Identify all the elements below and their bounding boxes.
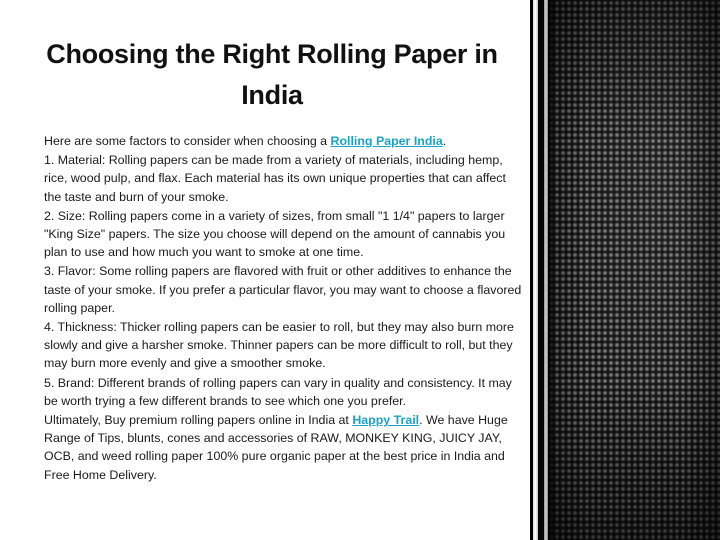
- slide-body: [44, 132, 522, 485]
- factor-thickness: 4. Thickness: Thicker rolling papers can be easier to roll, but they may also burn more slowly and give a harsher smoke. Thinner papers can be more difficult to roll, but they may burn more evenly and give a smoother smoke.: [44, 320, 514, 371]
- happy-trail-link[interactable]: Happy Trail: [352, 413, 420, 428]
- panel-shade: [530, 0, 720, 540]
- intro-text: Here are some factors to consider when choosing a: [44, 134, 331, 148]
- divider-shadow: [548, 0, 556, 540]
- factor-brand: 5. Brand: Different brands of rolling papers can vary in quality and consistency. It may be worth trying a few different brands to see which one you prefer.: [44, 375, 512, 408]
- conclusion-text-end: . We have Huge Range of Tips, blunts, cones and accessories of RAW, MONKEY KING, JUICY JAY, OCB, and weed rolling paper 100% pure organic paper at the best price in India and Free Home Delivery.: [44, 413, 508, 482]
- intro-text-end: .: [442, 134, 447, 148]
- factor-flavor: 3. Flavor: Some rolling papers are flavored with fruit or other additives to enhance the taste of your smoke. If you prefer a particular flavor, you may want to choose a flavored rolling paper.: [44, 264, 522, 315]
- factor-size: 2. Size: Rolling papers come in a variety of sizes, from small "1 1/4" papers to larger "King Size" papers. The size you choose will depend on the amount of cannabis you plan to use and how much you want to smoke at one time.: [44, 208, 506, 260]
- conclusion-text: Ultimately, Buy premium rolling papers online in India at: [44, 413, 353, 428]
- intro-paragraph: [44, 132, 522, 150]
- rolling-paper-india-link[interactable]: Rolling Paper India: [330, 134, 443, 148]
- factor-material: 1. Material: Rolling papers can be made from a variety of materials, including hemp, rice, wood pulp, and flax. Each material has its own unique properties that can affect the taste and burn of your smoke.: [44, 153, 506, 204]
- slide-title: Choosing the Right Rolling Paper in India: [46, 39, 498, 110]
- conclusion-paragraph: [44, 411, 522, 484]
